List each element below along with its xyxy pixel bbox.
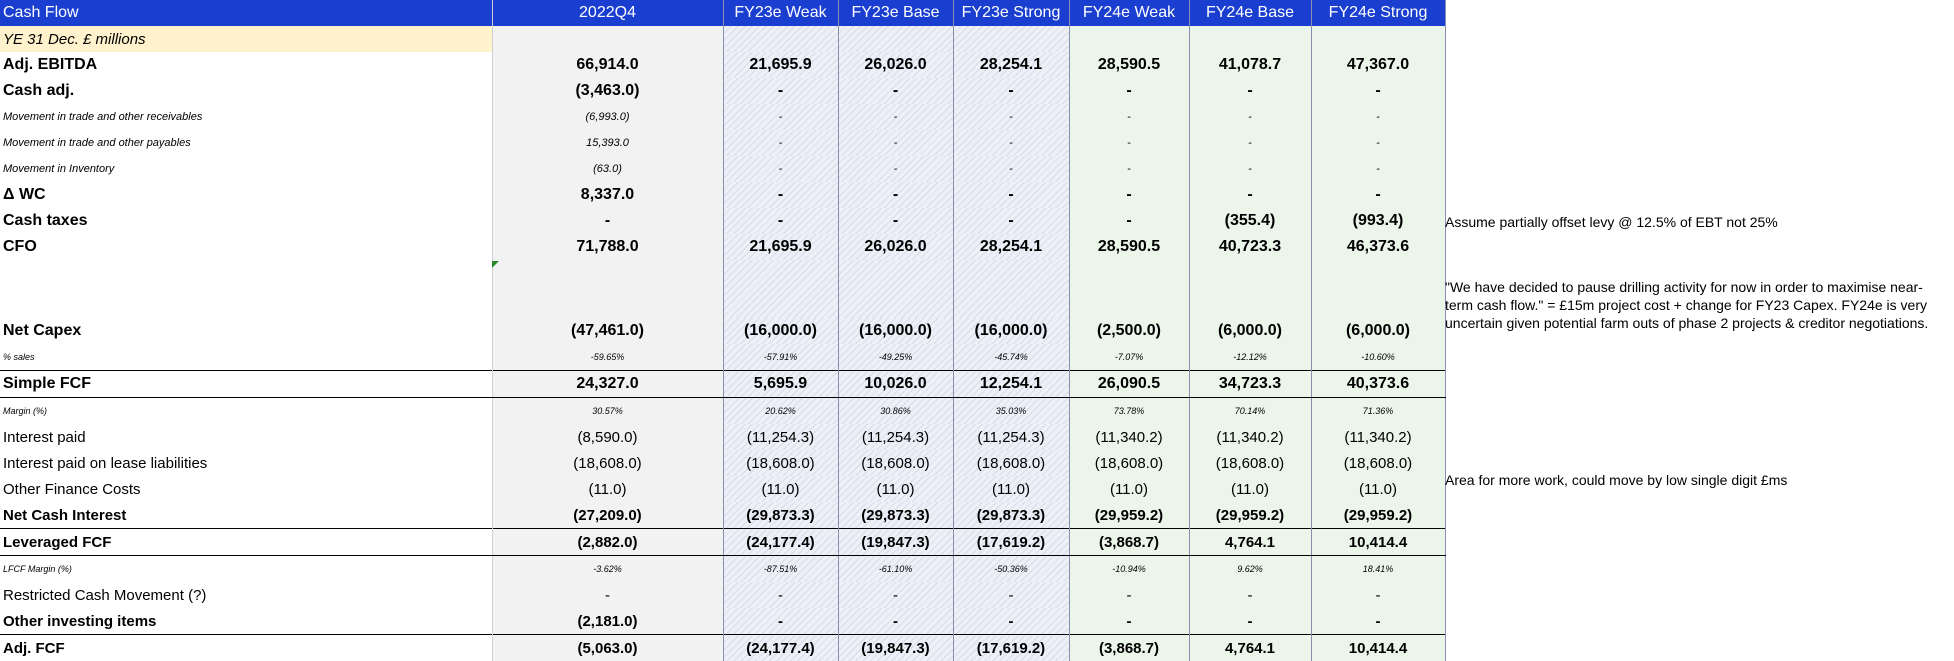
value-cell[interactable]: (11,340.2) xyxy=(1311,424,1445,450)
value-cell[interactable]: (3,868.7) xyxy=(1069,529,1189,556)
column-header-fy24e-base[interactable]: FY24e Base xyxy=(1189,0,1311,26)
value-cell[interactable]: - xyxy=(838,182,953,208)
column-header-fy23e-weak[interactable]: FY23e Weak xyxy=(723,0,838,26)
value-cell[interactable]: (18,608.0) xyxy=(1189,450,1311,476)
header-label[interactable]: Cash Flow xyxy=(0,0,492,26)
table-row xyxy=(0,318,1445,344)
row-label[interactable]: Restricted Cash Movement (?) xyxy=(0,582,492,608)
value-cell[interactable]: - xyxy=(1069,156,1189,182)
value-cell[interactable]: (11,254.3) xyxy=(838,424,953,450)
column-header-fy24e-strong[interactable]: FY24e Strong xyxy=(1311,0,1445,26)
value-cell[interactable]: (24,177.4) xyxy=(723,635,838,661)
value-cell[interactable]: - xyxy=(953,156,1069,182)
value-cell[interactable]: - xyxy=(723,608,838,635)
value-cell[interactable]: - xyxy=(953,78,1069,104)
row-label[interactable]: % sales xyxy=(0,344,492,371)
value-cell[interactable]: - xyxy=(1069,582,1189,608)
column-header-fy23e-base[interactable]: FY23e Base xyxy=(838,0,953,26)
value-cell[interactable]: 21,695.9 xyxy=(723,234,838,260)
value-cell[interactable]: - xyxy=(953,104,1069,130)
value-cell[interactable]: -45.74% xyxy=(953,344,1069,371)
value-cell[interactable]: (17,619.2) xyxy=(953,529,1069,556)
value-cell[interactable]: (16,000.0) xyxy=(953,318,1069,344)
value-cell[interactable]: 71,788.0 xyxy=(492,234,723,260)
value-cell[interactable]: 46,373.6 xyxy=(1311,234,1445,260)
value-cell[interactable]: (11,254.3) xyxy=(953,424,1069,450)
row-label[interactable]: Adj. FCF xyxy=(0,635,492,661)
value-cell[interactable]: (19,847.3) xyxy=(838,635,953,661)
comment-marker-icon xyxy=(492,261,499,268)
value-cell[interactable]: 47,367.0 xyxy=(1311,52,1445,78)
column-header-fy24e-weak[interactable]: FY24e Weak xyxy=(1069,0,1189,26)
value-cell[interactable]: - xyxy=(1189,78,1311,104)
value-cell[interactable]: - xyxy=(492,582,723,608)
value-cell[interactable]: 28,590.5 xyxy=(1069,52,1189,78)
value-cell[interactable]: - xyxy=(1189,182,1311,208)
value-cell[interactable]: (24,177.4) xyxy=(723,529,838,556)
value-cell[interactable]: (2,500.0) xyxy=(1069,318,1189,344)
value-cell[interactable]: - xyxy=(838,104,953,130)
table-row xyxy=(0,476,1445,502)
table-row xyxy=(0,582,1445,608)
row-label[interactable]: Other investing items xyxy=(0,608,492,635)
value-cell[interactable]: (8,590.0) xyxy=(492,424,723,450)
value-cell[interactable]: - xyxy=(1069,130,1189,156)
value-cell[interactable]: 28,254.1 xyxy=(953,52,1069,78)
value-cell[interactable]: -10.94% xyxy=(1069,556,1189,583)
value-cell[interactable]: - xyxy=(1311,582,1445,608)
value-cell[interactable]: - xyxy=(953,182,1069,208)
value-cell[interactable]: (29,959.2) xyxy=(1189,502,1311,529)
value-cell[interactable]: 5,695.9 xyxy=(723,371,838,398)
table-row xyxy=(0,371,1445,398)
value-cell[interactable]: - xyxy=(723,208,838,234)
value-cell[interactable]: 71.36% xyxy=(1311,398,1445,425)
value-cell[interactable]: 4,764.1 xyxy=(1189,635,1311,661)
cell[interactable] xyxy=(492,26,723,52)
value-cell[interactable]: 70.14% xyxy=(1189,398,1311,425)
value-cell[interactable]: - xyxy=(1189,582,1311,608)
value-cell[interactable]: (27,209.0) xyxy=(492,502,723,529)
value-cell[interactable]: (16,000.0) xyxy=(723,318,838,344)
value-cell[interactable]: (11.0) xyxy=(1311,476,1445,502)
unit-row xyxy=(0,26,1445,52)
value-cell[interactable] xyxy=(492,260,723,318)
row-label[interactable]: Net Cash Interest xyxy=(0,502,492,529)
value-cell[interactable]: -7.07% xyxy=(1069,344,1189,371)
value-cell[interactable]: 26,026.0 xyxy=(838,234,953,260)
row-label[interactable]: Net Capex xyxy=(0,318,492,344)
table-row xyxy=(0,344,1445,371)
unit-label[interactable]: YE 31 Dec. £ millions xyxy=(0,26,492,52)
table-row xyxy=(0,529,1445,556)
value-cell[interactable]: -10.60% xyxy=(1311,344,1445,371)
value-cell[interactable]: - xyxy=(1069,182,1189,208)
value-cell[interactable]: 24,327.0 xyxy=(492,371,723,398)
value-cell[interactable]: 30.86% xyxy=(838,398,953,425)
value-cell[interactable]: - xyxy=(838,608,953,635)
value-cell[interactable]: (11.0) xyxy=(723,476,838,502)
note-cash-taxes[interactable]: Assume partially offset levy @ 12.5% of EBT not 25% xyxy=(1445,213,1945,231)
value-cell[interactable]: - xyxy=(1311,104,1445,130)
value-cell[interactable]: (11.0) xyxy=(838,476,953,502)
value-cell[interactable]: - xyxy=(1189,130,1311,156)
value-cell[interactable]: (5,063.0) xyxy=(492,635,723,661)
value-cell[interactable]: (18,608.0) xyxy=(723,450,838,476)
value-cell[interactable]: 10,414.4 xyxy=(1311,635,1445,661)
value-cell[interactable]: - xyxy=(1311,608,1445,635)
column-header-2022q4[interactable]: 2022Q4 xyxy=(492,0,723,26)
value-cell[interactable]: - xyxy=(1311,130,1445,156)
value-cell[interactable]: (11,340.2) xyxy=(1069,424,1189,450)
value-cell[interactable]: (18,608.0) xyxy=(838,450,953,476)
value-cell[interactable]: 21,695.9 xyxy=(723,52,838,78)
value-cell[interactable]: -59.65% xyxy=(492,344,723,371)
value-cell[interactable]: (11,254.3) xyxy=(723,424,838,450)
value-cell[interactable]: 20.62% xyxy=(723,398,838,425)
value-cell[interactable]: (6,000.0) xyxy=(1311,318,1445,344)
value-cell[interactable]: - xyxy=(1069,104,1189,130)
value-cell[interactable]: -3.62% xyxy=(492,556,723,583)
row-label[interactable]: Δ WC xyxy=(0,182,492,208)
row-label[interactable]: Interest paid xyxy=(0,424,492,450)
value-cell[interactable] xyxy=(1069,260,1189,318)
value-cell[interactable]: (3,463.0) xyxy=(492,78,723,104)
value-cell[interactable]: - xyxy=(492,208,723,234)
value-cell[interactable]: 12,254.1 xyxy=(953,371,1069,398)
value-cell[interactable]: - xyxy=(723,156,838,182)
table-row xyxy=(0,156,1445,182)
row-label[interactable]: CFO xyxy=(0,234,492,260)
row-label[interactable]: Margin (%) xyxy=(0,398,492,425)
value-cell[interactable]: (29,959.2) xyxy=(1069,502,1189,529)
row-label[interactable]: Simple FCF xyxy=(0,371,492,398)
value-cell[interactable]: 15,393.0 xyxy=(492,130,723,156)
value-cell[interactable]: -49.25% xyxy=(838,344,953,371)
value-cell[interactable]: 8,337.0 xyxy=(492,182,723,208)
value-cell[interactable]: (29,873.3) xyxy=(723,502,838,529)
row-label[interactable]: Other Finance Costs xyxy=(0,476,492,502)
value-cell[interactable]: - xyxy=(1189,104,1311,130)
row-label[interactable]: Movement in trade and other payables xyxy=(0,130,492,156)
value-cell[interactable]: - xyxy=(953,608,1069,635)
value-cell[interactable]: - xyxy=(1311,156,1445,182)
value-cell[interactable]: (6,993.0) xyxy=(492,104,723,130)
value-cell[interactable]: - xyxy=(1189,156,1311,182)
value-cell[interactable]: 28,590.5 xyxy=(1069,234,1189,260)
value-cell[interactable]: - xyxy=(1069,608,1189,635)
header-row xyxy=(0,0,1445,26)
table-row xyxy=(0,556,1445,583)
value-cell[interactable]: -61.10% xyxy=(838,556,953,583)
note-other-finance[interactable]: Area for more work, could move by low single digit £ms xyxy=(1445,471,1945,489)
value-cell[interactable]: (2,181.0) xyxy=(492,608,723,635)
value-cell[interactable]: (19,847.3) xyxy=(838,529,953,556)
value-cell[interactable] xyxy=(723,260,838,318)
value-cell[interactable]: - xyxy=(1311,182,1445,208)
row-label[interactable]: Movement in Inventory xyxy=(0,156,492,182)
value-cell[interactable] xyxy=(953,260,1069,318)
value-cell[interactable]: 73.78% xyxy=(1069,398,1189,425)
row-label[interactable]: Movement in trade and other receivables xyxy=(0,104,492,130)
table-row xyxy=(0,130,1445,156)
value-cell[interactable]: (17,619.2) xyxy=(953,635,1069,661)
value-cell[interactable]: - xyxy=(1069,78,1189,104)
value-cell[interactable]: 66,914.0 xyxy=(492,52,723,78)
value-cell[interactable]: 26,026.0 xyxy=(838,52,953,78)
value-cell[interactable]: - xyxy=(838,582,953,608)
value-cell[interactable]: (18,608.0) xyxy=(1069,450,1189,476)
value-cell[interactable]: (3,868.7) xyxy=(1069,635,1189,661)
value-cell[interactable] xyxy=(838,260,953,318)
value-cell[interactable]: -12.12% xyxy=(1189,344,1311,371)
value-cell[interactable]: - xyxy=(723,182,838,208)
value-cell[interactable]: - xyxy=(838,130,953,156)
row-label[interactable]: Leveraged FCF xyxy=(0,529,492,556)
value-cell[interactable]: (11.0) xyxy=(1189,476,1311,502)
value-cell[interactable]: 9.62% xyxy=(1189,556,1311,583)
cell[interactable] xyxy=(1311,26,1445,52)
table-row xyxy=(0,424,1445,450)
value-cell[interactable]: 10,026.0 xyxy=(838,371,953,398)
value-cell[interactable]: (11.0) xyxy=(953,476,1069,502)
table-row xyxy=(0,52,1445,78)
table-row xyxy=(0,635,1445,661)
value-cell[interactable]: - xyxy=(838,208,953,234)
value-cell[interactable]: 40,723.3 xyxy=(1189,234,1311,260)
table-row xyxy=(0,398,1445,425)
value-cell[interactable]: 40,373.6 xyxy=(1311,371,1445,398)
value-cell[interactable]: - xyxy=(1189,608,1311,635)
value-cell[interactable]: 41,078.7 xyxy=(1189,52,1311,78)
value-cell[interactable] xyxy=(1189,260,1311,318)
cell[interactable] xyxy=(1069,26,1189,52)
value-cell[interactable]: -50.36% xyxy=(953,556,1069,583)
value-cell[interactable]: - xyxy=(723,582,838,608)
value-cell[interactable]: (993.4) xyxy=(1311,208,1445,234)
table-row xyxy=(0,234,1445,260)
table-row xyxy=(0,608,1445,635)
row-label[interactable]: LFCF Margin (%) xyxy=(0,556,492,583)
value-cell[interactable]: -87.51% xyxy=(723,556,838,583)
value-cell[interactable]: (18,608.0) xyxy=(1311,450,1445,476)
row-label[interactable]: Cash adj. xyxy=(0,78,492,104)
value-cell[interactable]: (16,000.0) xyxy=(838,318,953,344)
cell[interactable] xyxy=(1189,26,1311,52)
value-cell[interactable]: (63.0) xyxy=(492,156,723,182)
table-row xyxy=(0,260,1445,318)
value-cell[interactable]: (6,000.0) xyxy=(1189,318,1311,344)
value-cell[interactable]: 26,090.5 xyxy=(1069,371,1189,398)
row-label[interactable]: Cash taxes xyxy=(0,208,492,234)
value-cell[interactable]: 28,254.1 xyxy=(953,234,1069,260)
table-row xyxy=(0,182,1445,208)
value-cell[interactable]: - xyxy=(953,582,1069,608)
cell[interactable] xyxy=(723,26,838,52)
row-label[interactable]: Interest paid on lease liabilities xyxy=(0,450,492,476)
value-cell[interactable]: -57.91% xyxy=(723,344,838,371)
cell[interactable] xyxy=(953,26,1069,52)
value-cell[interactable]: 35.03% xyxy=(953,398,1069,425)
value-cell[interactable]: - xyxy=(1069,208,1189,234)
value-cell[interactable]: (11.0) xyxy=(1069,476,1189,502)
row-label[interactable]: Adj. EBITDA xyxy=(0,52,492,78)
value-cell[interactable]: (47,461.0) xyxy=(492,318,723,344)
table-row xyxy=(0,450,1445,476)
value-cell[interactable]: - xyxy=(953,208,1069,234)
value-cell[interactable]: - xyxy=(838,78,953,104)
value-cell[interactable]: 18.41% xyxy=(1311,556,1445,583)
column-header-fy23e-strong[interactable]: FY23e Strong xyxy=(953,0,1069,26)
value-cell[interactable]: - xyxy=(723,78,838,104)
value-cell[interactable]: (29,959.2) xyxy=(1311,502,1445,529)
value-cell[interactable]: (29,873.3) xyxy=(953,502,1069,529)
value-cell[interactable]: 10,414.4 xyxy=(1311,529,1445,556)
table-body xyxy=(0,52,1445,661)
value-cell[interactable]: (29,873.3) xyxy=(838,502,953,529)
value-cell[interactable]: (2,882.0) xyxy=(492,529,723,556)
note-net-capex[interactable]: "We have decided to pause drilling activity for now in order to maximise near-term cash flow." = £15m project cost + change for FY23 Capex. FY24e is very uncertain given potential farm outs of phase 2 projects & creditor negotiations. xyxy=(1445,278,1945,332)
value-cell[interactable] xyxy=(1311,260,1445,318)
table-row xyxy=(0,502,1445,529)
value-cell[interactable]: (11,340.2) xyxy=(1189,424,1311,450)
value-cell[interactable]: - xyxy=(1311,78,1445,104)
value-cell[interactable]: (11.0) xyxy=(492,476,723,502)
value-cell[interactable]: 30.57% xyxy=(492,398,723,425)
table-row xyxy=(0,78,1445,104)
value-cell[interactable]: (355.4) xyxy=(1189,208,1311,234)
value-cell[interactable]: (18,608.0) xyxy=(953,450,1069,476)
value-cell[interactable]: 4,764.1 xyxy=(1189,529,1311,556)
value-cell[interactable]: (18,608.0) xyxy=(492,450,723,476)
value-cell[interactable]: - xyxy=(723,130,838,156)
value-cell[interactable]: - xyxy=(723,104,838,130)
row-label[interactable] xyxy=(0,260,492,318)
table-row xyxy=(0,104,1445,130)
value-cell[interactable]: - xyxy=(838,156,953,182)
value-cell[interactable]: - xyxy=(953,130,1069,156)
value-cell[interactable]: 34,723.3 xyxy=(1189,371,1311,398)
table-row xyxy=(0,208,1445,234)
cell[interactable] xyxy=(838,26,953,52)
